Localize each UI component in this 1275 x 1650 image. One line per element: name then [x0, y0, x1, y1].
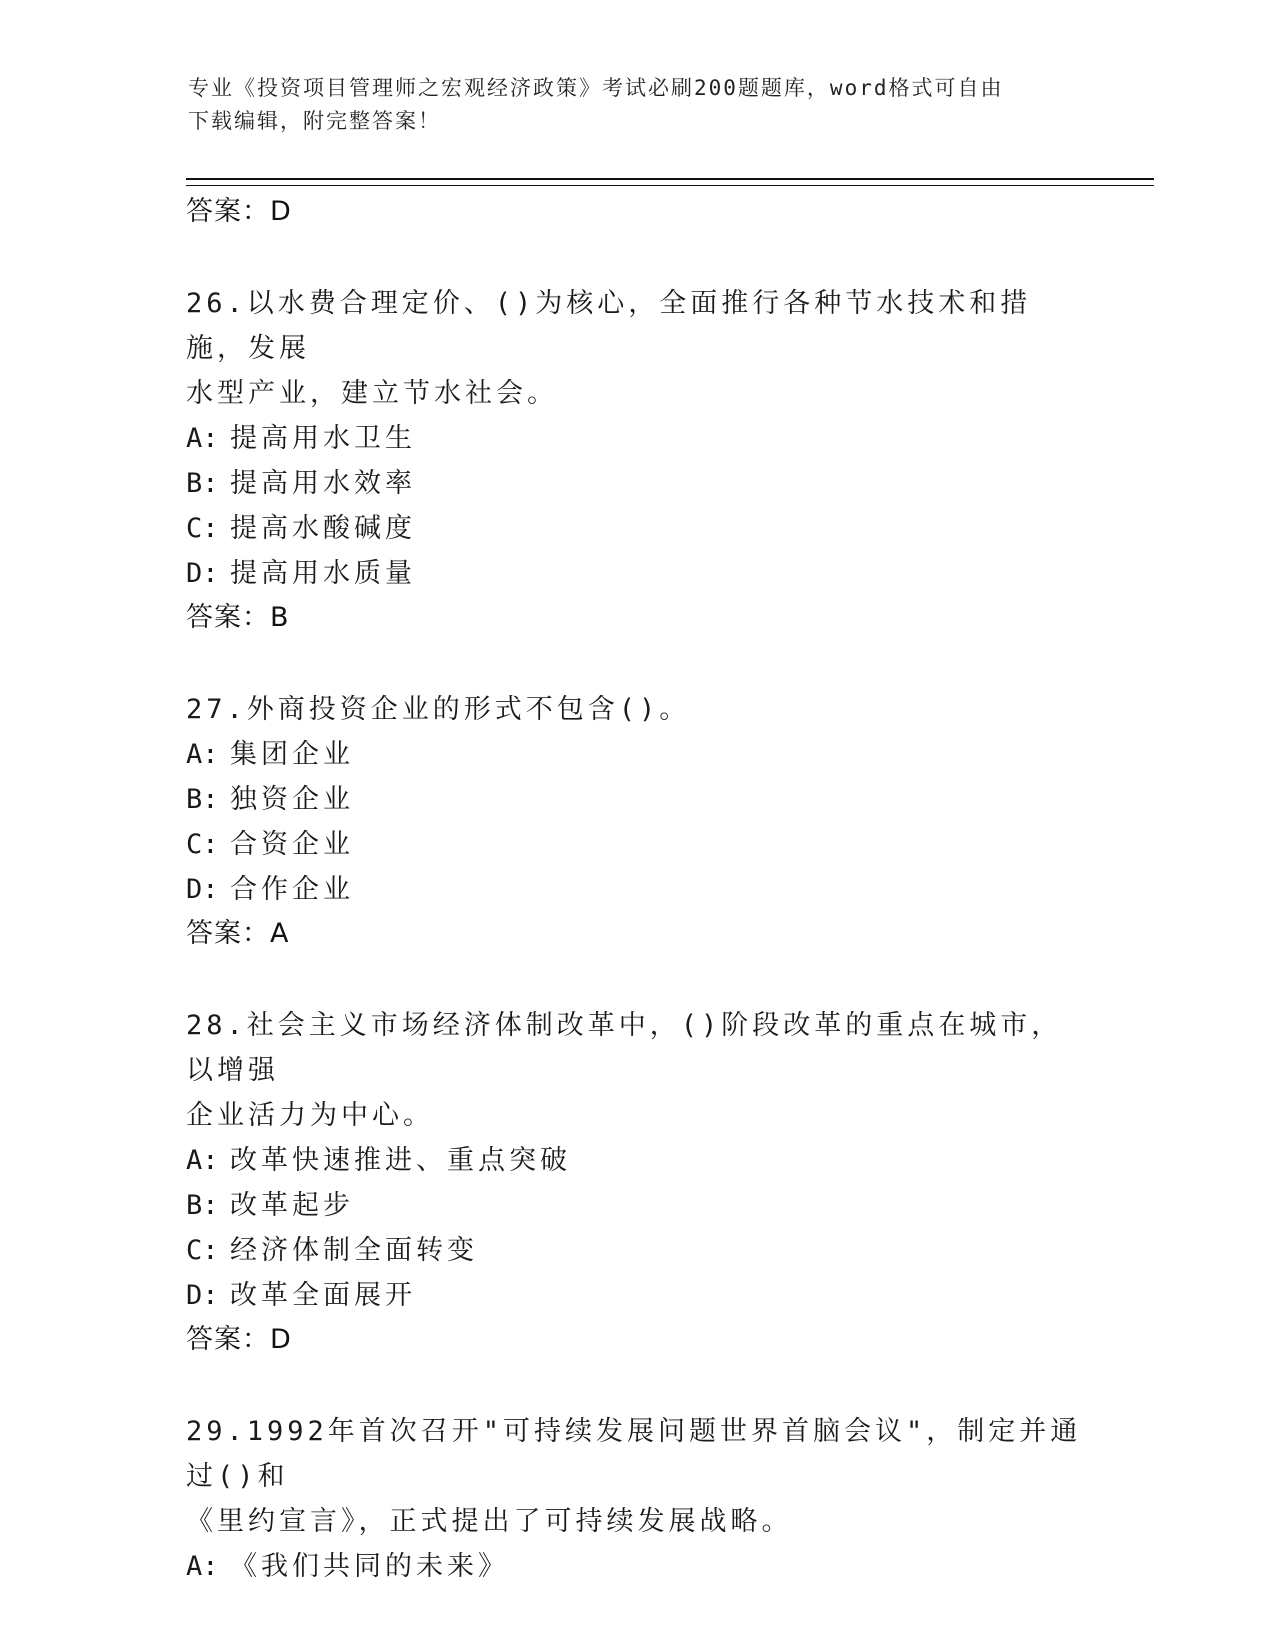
option-text: 提高用水卫生 — [230, 423, 416, 454]
question-stem-line-1: 27.外商投资企业的形式不包含()。 — [186, 694, 691, 725]
header-line-2: 下载编辑，附完整答案！ — [188, 109, 441, 133]
option-letter: A: — [186, 1551, 219, 1582]
option-text: 集团企业 — [230, 739, 354, 770]
question-27 — [186, 687, 1086, 956]
option-letter: B: — [186, 784, 219, 815]
answer-26: 答案：B — [186, 602, 290, 633]
option-text: 改革快速推进、重点突破 — [230, 1145, 571, 1176]
question-stem — [186, 687, 1086, 732]
option-d — [186, 867, 1086, 912]
question-stem — [186, 1003, 1086, 1138]
option-text: 改革全面展开 — [230, 1280, 416, 1311]
option-b — [186, 461, 1086, 506]
option-text: 提高用水质量 — [230, 558, 416, 589]
question-stem-line-1: 26.以水费合理定价、()为核心，全面推行各种节水技术和措施，发展 — [186, 288, 1032, 364]
option-letter: A: — [186, 423, 219, 454]
option-c — [186, 506, 1086, 551]
question-28 — [186, 1003, 1086, 1362]
option-text: 独资企业 — [230, 784, 354, 815]
option-d — [186, 551, 1086, 596]
document-body — [186, 190, 1086, 1589]
option-a — [186, 1544, 1086, 1589]
question-stem-line-2: 企业活力为中心。 — [186, 1100, 434, 1131]
option-a — [186, 732, 1086, 777]
option-b — [186, 777, 1086, 822]
option-letter: C: — [186, 513, 219, 544]
option-text: 提高用水效率 — [230, 468, 416, 499]
option-c — [186, 822, 1086, 867]
option-letter: C: — [186, 829, 219, 860]
option-letter: D: — [186, 558, 219, 589]
answer-28: 答案：D — [186, 1324, 292, 1355]
option-letter: A: — [186, 739, 219, 770]
option-a — [186, 416, 1086, 461]
option-a — [186, 1138, 1086, 1183]
answer-27: 答案：A — [186, 918, 290, 949]
option-letter: B: — [186, 1190, 219, 1221]
option-letter: B: — [186, 468, 219, 499]
option-c — [186, 1228, 1086, 1273]
option-text: 《我们共同的未来》 — [230, 1551, 509, 1582]
option-text: 提高水酸碱度 — [230, 513, 416, 544]
header-divider — [186, 178, 1154, 186]
header-line-1: 专业《投资项目管理师之宏观经济政策》考试必刷200题题库，word格式可自由 — [188, 76, 1004, 100]
option-text: 合资企业 — [230, 829, 354, 860]
option-d — [186, 1273, 1086, 1318]
option-letter: C: — [186, 1235, 219, 1266]
question-26 — [186, 281, 1086, 640]
option-letter: A: — [186, 1145, 219, 1176]
question-stem-line-2: 《里约宣言》，正式提出了可持续发展战略。 — [186, 1506, 793, 1537]
question-stem — [186, 281, 1086, 416]
option-b — [186, 1183, 1086, 1228]
option-letter: D: — [186, 874, 219, 905]
document-header — [188, 72, 1088, 138]
question-stem-line-2: 水型产业，建立节水社会。 — [186, 378, 558, 409]
option-text: 合作企业 — [230, 874, 354, 905]
option-text: 改革起步 — [230, 1190, 354, 1221]
option-letter: D: — [186, 1280, 219, 1311]
question-29 — [186, 1409, 1086, 1589]
question-stem-line-1: 28.社会主义市场经济体制改革中，()阶段改革的重点在城市，以增强 — [186, 1010, 1063, 1086]
option-text: 经济体制全面转变 — [230, 1235, 478, 1266]
question-stem — [186, 1409, 1086, 1544]
answer-25: 答案：D — [186, 196, 292, 227]
question-stem-line-1: 29.1992年首次召开"可持续发展问题世界首脑会议"，制定并通过()和 — [186, 1416, 1082, 1492]
